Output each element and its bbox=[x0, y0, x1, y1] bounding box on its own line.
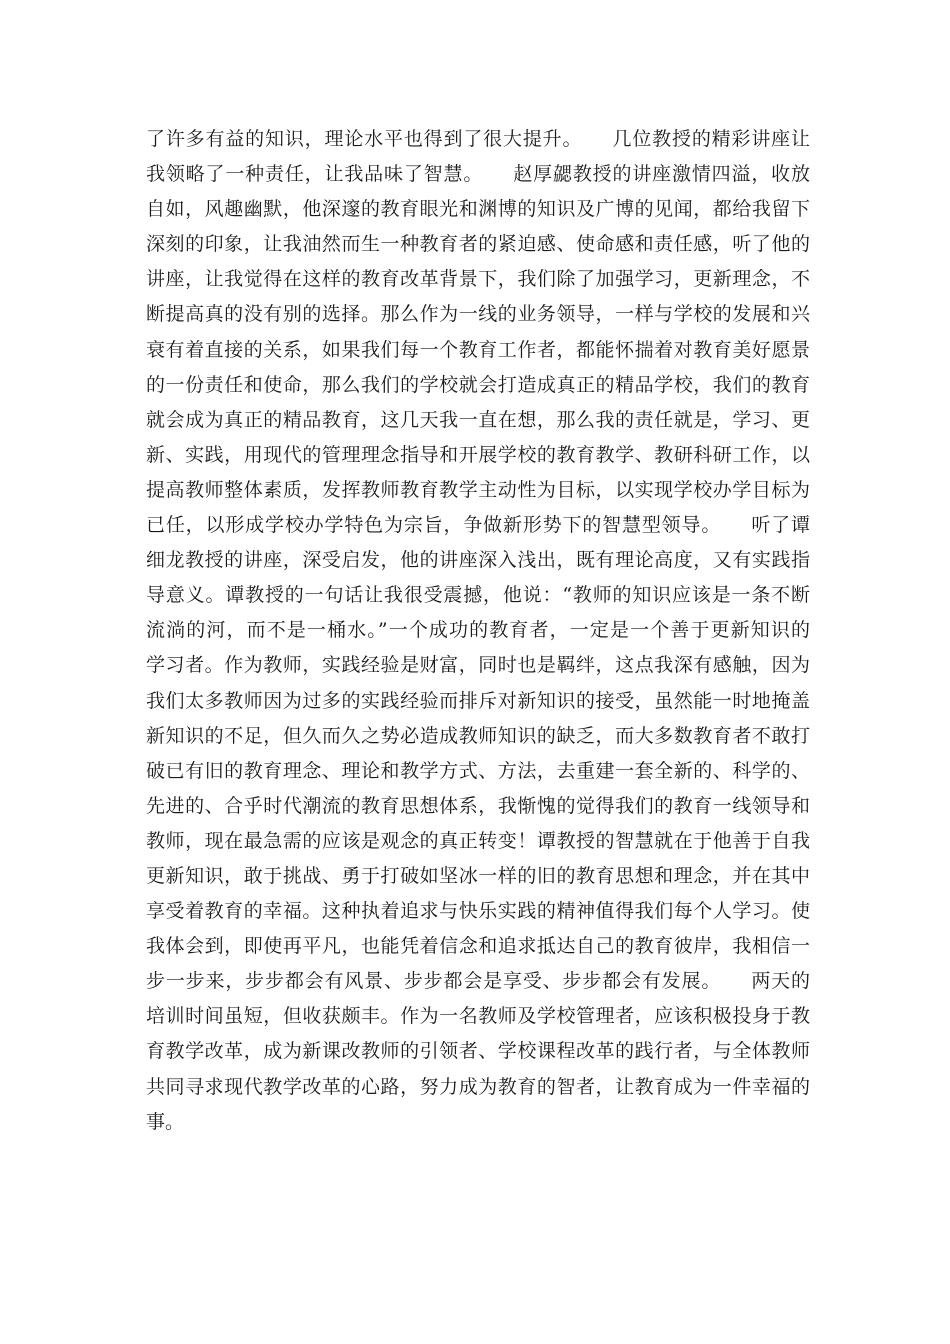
text-line: 就会成为真正的精品教育，这几天我一直在想，那么我的责任就是，学习、更 bbox=[146, 408, 810, 431]
text-line: 衰有着直接的关系，如果我们每一个教育工作者，都能怀揣着对教育美好愿景 bbox=[146, 338, 810, 361]
text-line: 新知识的不足，但久而久之势必造成教师知识的缺乏，而大多数教育者不敢打 bbox=[146, 724, 810, 747]
text-line: 新、实践，用现代的管理理念指导和开展学校的教育教学、教研科研工作，以 bbox=[146, 443, 810, 466]
text-line-last: 事。 bbox=[146, 1110, 185, 1133]
text-line: 深刻的印象，让我油然而生一种教育者的紧迫感、使命感和责任感，听了他的 bbox=[146, 233, 810, 256]
text-line: 先进的、合乎时代潮流的教育思想体系，我惭愧的觉得我们的教育一线领导和 bbox=[146, 794, 810, 817]
text-line: 断提高真的没有别的选择。那么作为一线的业务领导，一样与学校的发展和兴 bbox=[146, 303, 810, 326]
text-line: 学习者。作为教师，实践经验是财富，同时也是羁绊，这点我深有感触，因为 bbox=[146, 654, 810, 677]
text-line: 教师，现在最急需的应该是观念的真正转变！谭教授的智慧就在于他善于自我 bbox=[146, 829, 810, 852]
text-line: 自如，风趣幽默，他深邃的教育眼光和渊博的知识及广博的见闻，都给我留下 bbox=[146, 198, 810, 221]
text-line: 我体会到，即使再平凡，也能凭着信念和追求抵达自己的教育彼岸，我相信一 bbox=[146, 935, 810, 958]
text-line: 破已有旧的教育理念、理论和教学方式、方法，去重建一套全新的、科学的、 bbox=[146, 759, 810, 782]
text-line: 已任，以形成学校办学特色为宗旨，争做新形势下的智慧型领导。 听了谭 bbox=[146, 514, 810, 537]
text-line: 的一份责任和使命，那么我们的学校就会打造成真正的精品学校，我们的教育 bbox=[146, 373, 810, 396]
text-line: 导意义。谭教授的一句话让我很受震撼，他说：“教师的知识应该是一条不断 bbox=[146, 584, 810, 607]
text-line: 流淌的河，而不是一桶水。”一个成功的教育者，一定是一个善于更新知识的 bbox=[146, 619, 810, 642]
text-line: 细龙教授的讲座，深受启发，他的讲座深入浅出，既有理论高度，又有实践指 bbox=[146, 549, 810, 572]
text-line: 我领略了一种责任，让我品味了智慧。 赵厚勰教授的讲座激情四溢，收放 bbox=[146, 163, 810, 186]
text-line: 培训时间虽短，但收获颇丰。作为一名教师及学校管理者，应该积极投身于教 bbox=[146, 1005, 810, 1028]
text-line: 更新知识，敢于挑战、勇于打破如坚冰一样的旧的教育思想和理念，并在其中 bbox=[146, 864, 810, 887]
text-line: 我们太多教师因为过多的实践经验而排斥对新知识的接受，虽然能一时地掩盖 bbox=[146, 689, 810, 712]
text-line: 步一步来，步步都会有风景、步步都会是享受、步步都会有发展。 两天的 bbox=[146, 970, 810, 993]
text-line: 享受着教育的幸福。这种执着追求与快乐实践的精神值得我们每个人学习。使 bbox=[146, 900, 810, 923]
text-line: 了许多有益的知识，理论水平也得到了很大提升。 几位教授的精彩讲座让 bbox=[146, 128, 810, 150]
text-line: 共同寻求现代教学改革的心路，努力成为教育的智者，让教育成为一件幸福的 bbox=[146, 1075, 810, 1098]
text-line: 育教学改革，成为新课改教师的引领者、学校课程改革的践行者，与全体教师 bbox=[146, 1040, 810, 1063]
body-text bbox=[146, 122, 810, 1140]
text-line: 讲座，让我觉得在这样的教育改革背景下，我们除了加强学习，更新理念，不 bbox=[146, 268, 810, 291]
text-line: 提高教师整体素质，发挥教师教育教学主动性为目标，以实现学校办学目标为 bbox=[146, 478, 810, 501]
